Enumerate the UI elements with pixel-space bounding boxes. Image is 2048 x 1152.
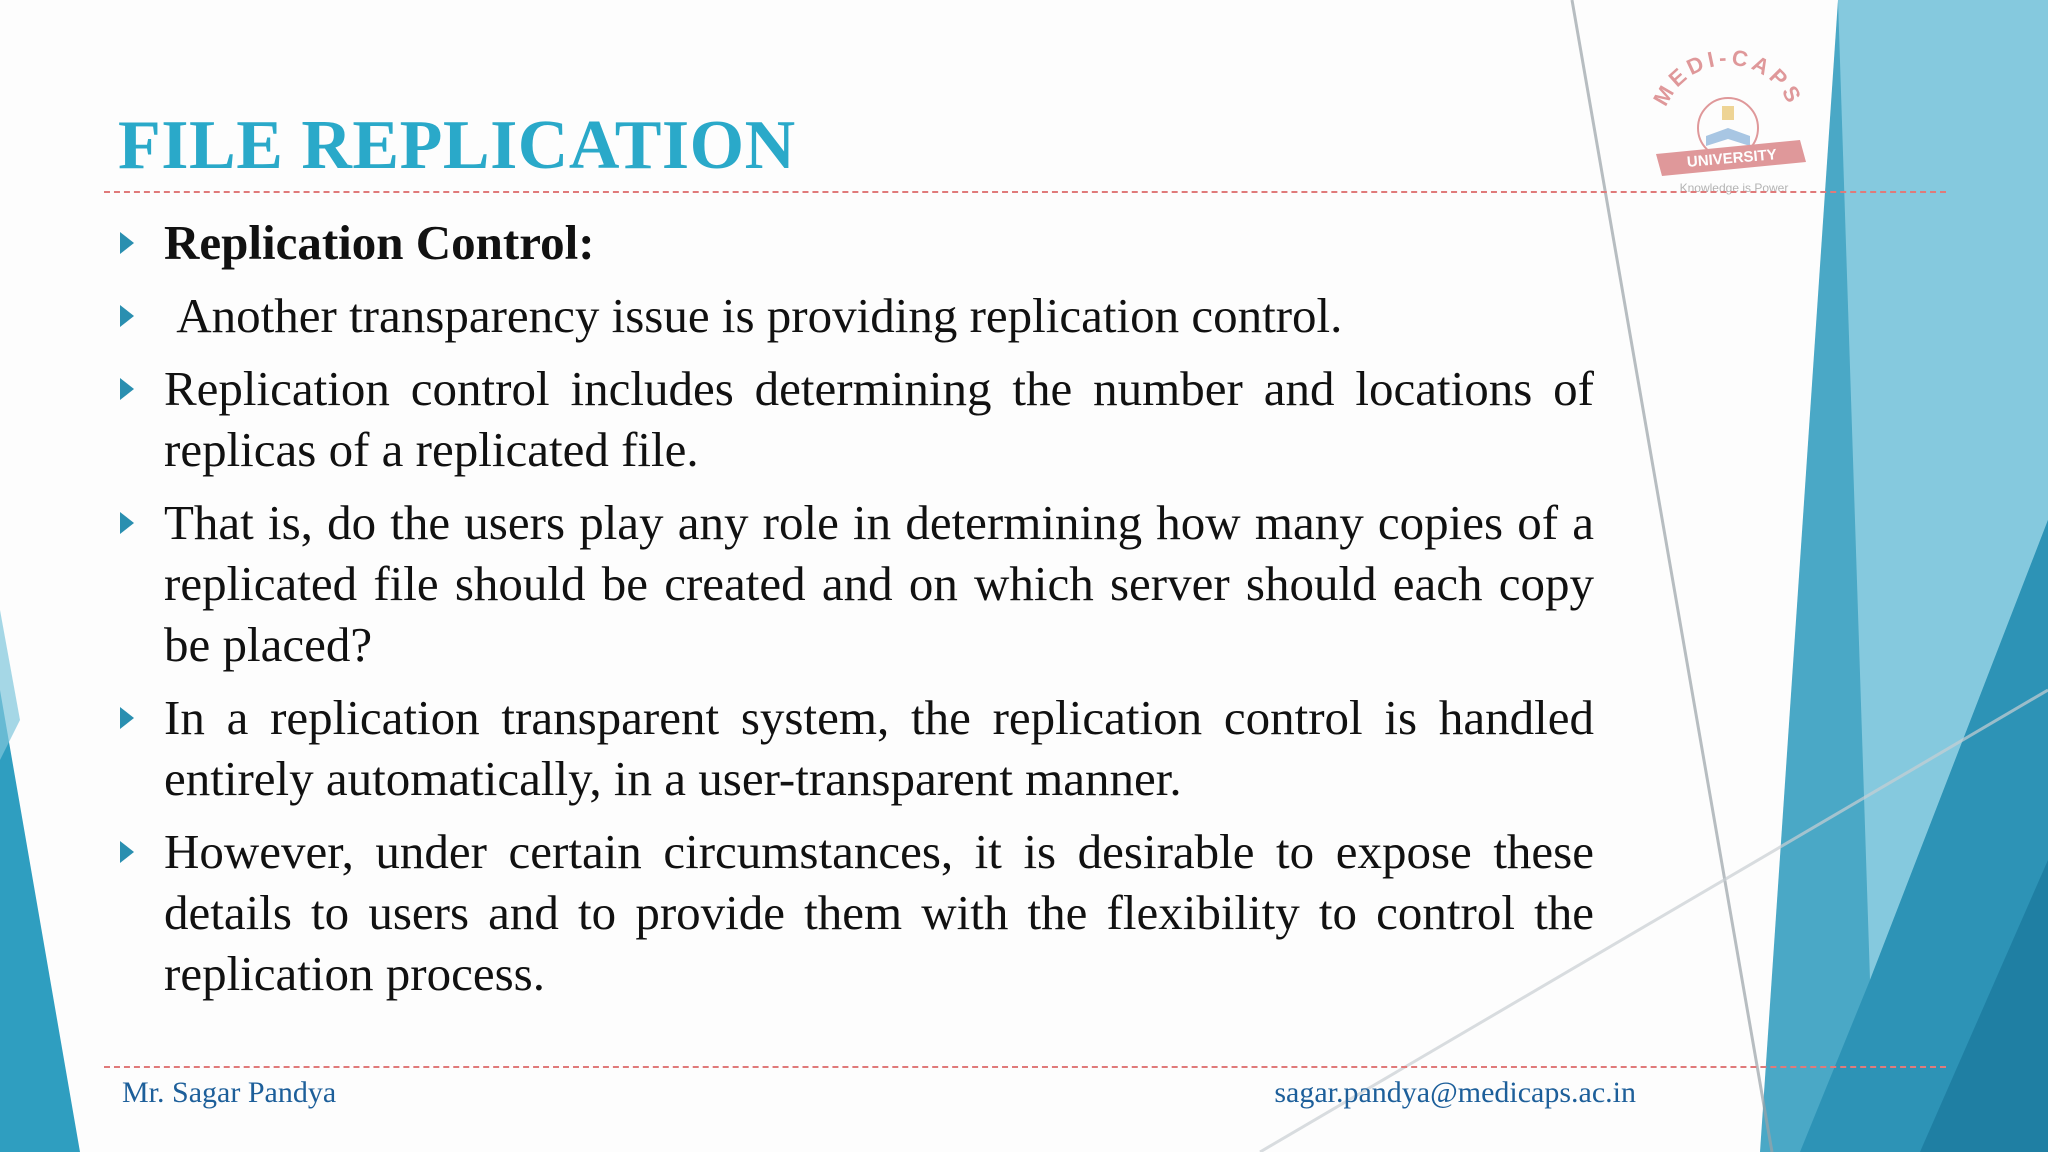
footer-author: Mr. Sagar Pandya — [122, 1076, 337, 1109]
bullet-arrow-icon — [120, 512, 134, 534]
bullet-item — [118, 285, 1594, 346]
bullet-arrow-icon — [120, 232, 134, 254]
bullet-text: Another transparency issue is providing replication control. — [164, 288, 1343, 343]
medicaps-university-logo — [1622, 36, 1832, 196]
title-divider — [104, 191, 1946, 193]
bullet-arrow-icon — [120, 841, 134, 863]
bullet-arrow-icon — [120, 707, 134, 729]
left-light-wedge — [0, 610, 20, 760]
bullet-item — [118, 492, 1594, 675]
svg-text:Knowledge is Power: Knowledge is Power — [1679, 181, 1789, 195]
bullet-arrow-icon — [120, 378, 134, 400]
bullet-text: However, under certain circumstances, it is desirable to expose these details to users and to provide them with the flexibility to control the replication process. — [164, 824, 1594, 1001]
left-teal-wedge — [0, 690, 80, 1152]
svg-text:MEDI-CAPS: MEDI-CAPS — [1648, 44, 1808, 110]
bullet-item — [118, 358, 1594, 480]
bullet-text: In a replication transparent system, the replication control is handled entirely automatically, in a user-transparent manner. — [164, 690, 1594, 806]
bullet-arrow-icon — [120, 305, 134, 327]
slide-title: FILE REPLICATION — [118, 107, 796, 184]
footer-email: sagar.pandya@medicaps.ac.in — [1274, 1076, 1636, 1109]
bullet-text: Replication Control: — [164, 215, 595, 270]
bullet-text: Replication control includes determining the number and locations of replicas of a replicated file. — [164, 361, 1594, 477]
bullet-item — [118, 687, 1594, 809]
bullet-item — [118, 821, 1594, 1004]
bullet-list — [118, 212, 1594, 1016]
bullet-item — [118, 212, 1594, 273]
svg-text:UNIVERSITY: UNIVERSITY — [1686, 146, 1778, 171]
bullet-text: That is, do the users play any role in determining how many copies of a replicated file should be created and on which server should each copy be placed? — [164, 495, 1594, 672]
footer-divider — [104, 1066, 1946, 1068]
